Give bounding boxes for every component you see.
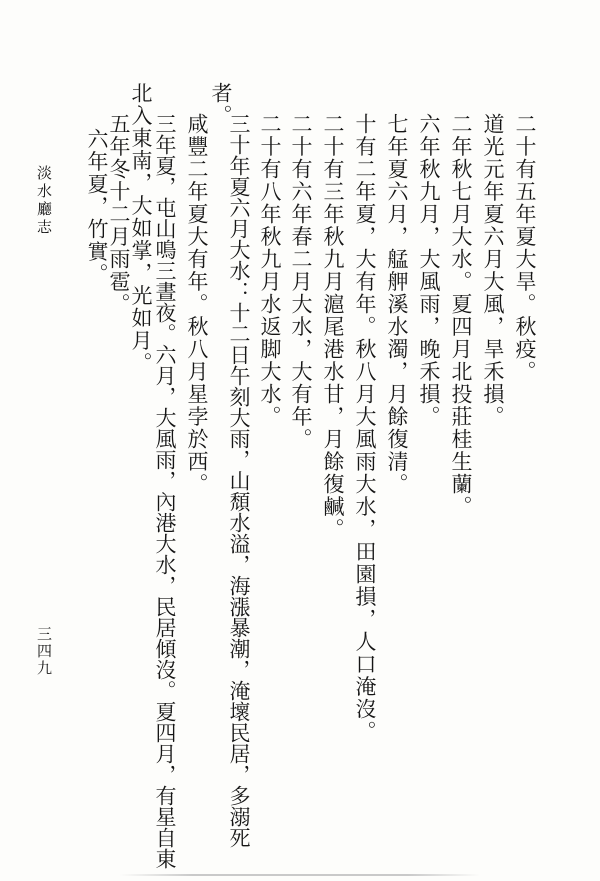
text-column-14: 北入東南，大如掌，光如月。 — [129, 82, 153, 375]
text-column-16: 六年夏，竹實。 — [85, 128, 109, 286]
text-column-12: 咸豐二年夏大有年。秋八月星孛於西。 — [185, 113, 209, 496]
text-column-1: 二十有五年夏大旱。秋疫。 — [513, 113, 537, 383]
text-column-15: 五年冬十二月雨雹。 — [107, 113, 131, 316]
text-column-9: 二十有八年秋九月水返脚大水。 — [258, 113, 282, 428]
page-number: 三四九 — [35, 626, 53, 677]
text-column-3: 二年秋七月大水。夏四月北投莊桂生蘭。 — [449, 113, 473, 518]
page-bottom-edge — [120, 874, 480, 876]
text-column-6: 十有二年夏，大有年。秋八月大風雨大水，田園損，人口淹沒。 — [353, 113, 377, 743]
text-column-11: 者。 — [209, 82, 233, 127]
text-column-8: 二十有六年春二月大水，大有年。 — [289, 113, 313, 451]
text-column-10: 三十年夏六月大水：十二日午刻大雨，山頹水溢，海漲暴潮，淹壞民居，多溺死 — [227, 113, 251, 848]
text-column-7: 二十有三年秋九月滬尾港水甘，月餘復鹹。 — [321, 113, 345, 541]
text-column-13: 三年夏，屯山鳴三晝夜。六月，大風雨，內港大水，民居傾沒。夏四月，有星自東 — [153, 113, 177, 869]
text-column-2: 道光元年夏六月大風，旱禾損。 — [481, 113, 505, 428]
book-title-header: 淡水廳志 — [35, 165, 53, 237]
text-column-5: 七年夏六月，艋舺溪水濁，月餘復清。 — [385, 113, 409, 496]
text-column-4: 六年秋九月，大風雨，晚禾損。 — [417, 113, 441, 428]
